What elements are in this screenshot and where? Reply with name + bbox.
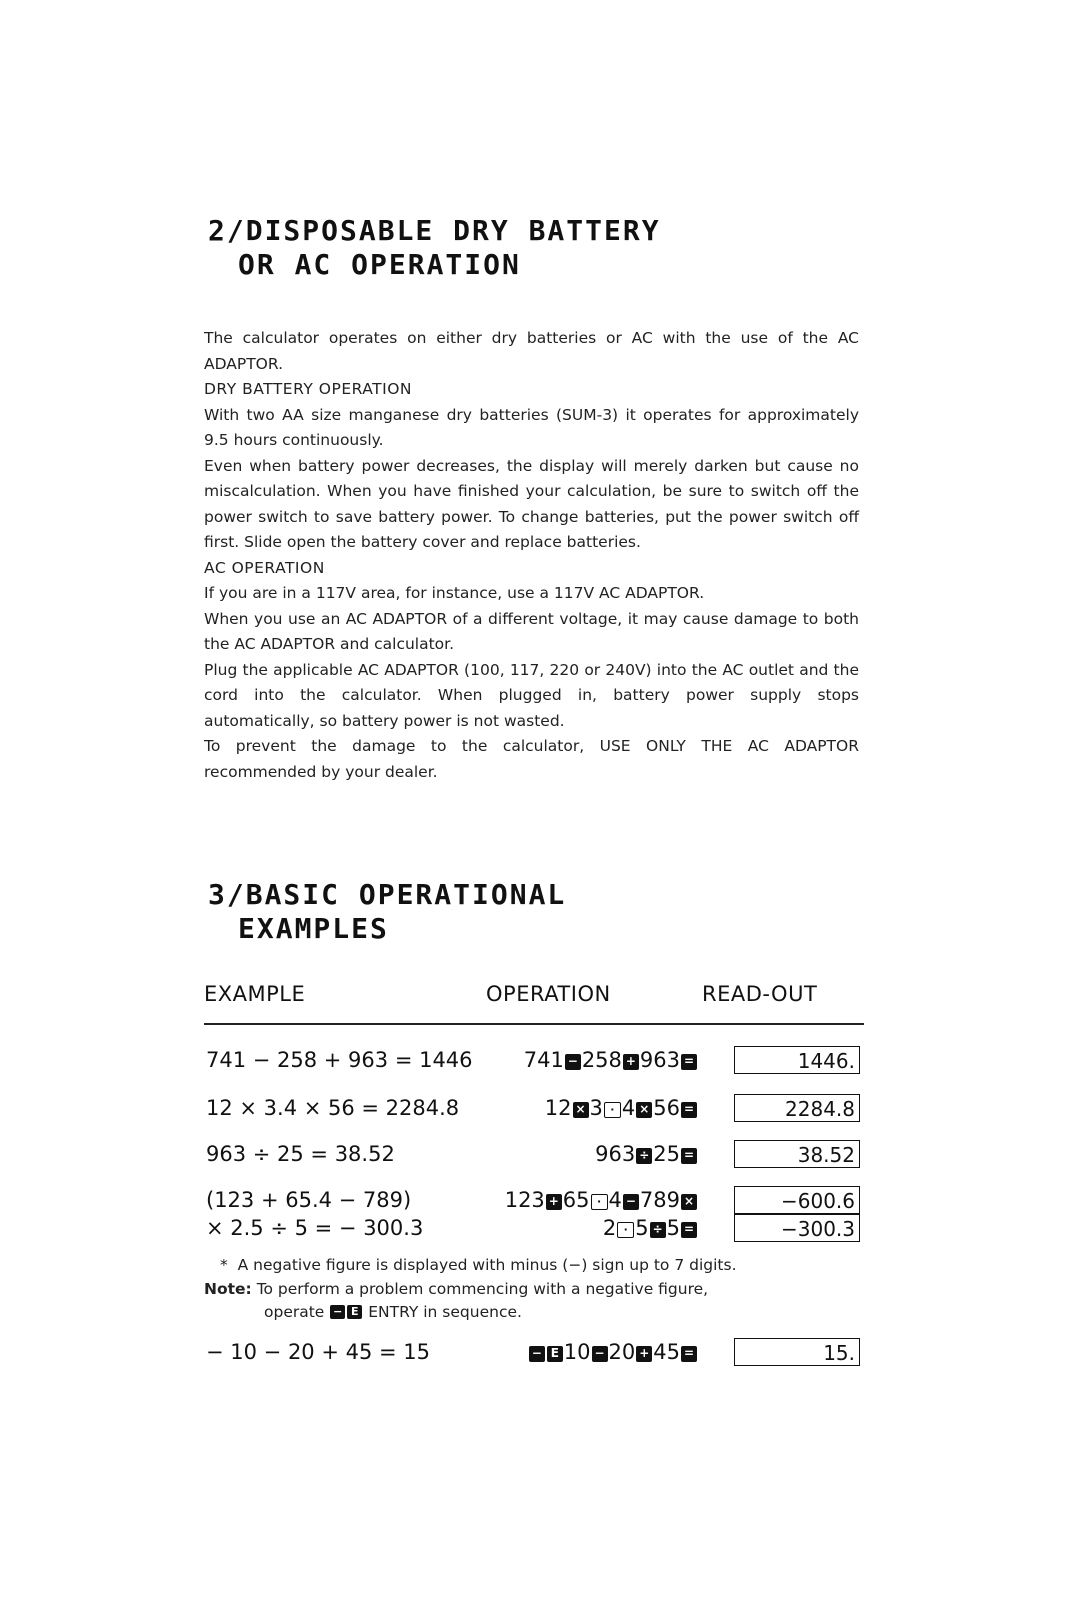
section-2-title-line2: OR AC OPERATION <box>238 248 521 281</box>
dry-battery-heading: DRY BATTERY OPERATION <box>204 380 412 398</box>
operation-4: 123 + 65 · 4 − 789 × <box>398 1188 698 1212</box>
equals-key-icon: = <box>681 1148 697 1164</box>
readout-1: 1446. <box>734 1046 860 1074</box>
intro-paragraph: The calculator operates on either dry batteries or AC with the use of the AC ADAPTOR. <box>204 329 859 373</box>
header-divider <box>204 1023 864 1025</box>
column-header-readout: READ-OUT <box>702 982 818 1006</box>
readout-2: 2284.8 <box>734 1094 860 1122</box>
readout-3: 38.52 <box>734 1140 860 1168</box>
operation-6: − E 10 − 20 + 45 = <box>398 1340 698 1364</box>
minus-key-icon: − <box>565 1054 581 1070</box>
operation-2: 12 × 3 · 4 × 56 = <box>398 1096 698 1120</box>
ac-paragraph-2: When you use an AC ADAPTOR of a different voltage, it may cause damage to both the AC ADAPTOR and calculator. <box>204 609 859 653</box>
minus-key-icon: − <box>623 1194 639 1210</box>
note-line-2: operate − E ENTRY in sequence. <box>264 1303 522 1321</box>
example-2: 12 × 3.4 × 56 = 2284.8 <box>206 1096 460 1120</box>
decimal-key-icon: · <box>591 1194 608 1210</box>
equals-key-icon: = <box>681 1222 697 1238</box>
readout-4: −600.6 <box>734 1186 860 1214</box>
divide-key-icon: ÷ <box>650 1222 666 1238</box>
ac-paragraph-1: If you are in a 117V area, for instance, use a 117V AC ADAPTOR. <box>204 584 705 602</box>
dry-battery-paragraph-2: Even when battery power decreases, the display will merely darken but cause no miscalculation. When you have finished your calculation, be sure to switch off the power switch to save battery power. To change batteries, put the power switch off first. Slide open the battery cover and replace batteries. <box>204 456 859 551</box>
minus-key-icon: − <box>592 1346 608 1362</box>
entry-key-icon: E <box>547 1346 563 1362</box>
column-header-operation: OPERATION <box>486 982 611 1006</box>
plus-key-icon: + <box>636 1346 652 1362</box>
plus-key-icon: + <box>623 1054 639 1070</box>
equals-key-icon: = <box>681 1102 697 1118</box>
multiply-key-icon: × <box>681 1194 697 1210</box>
decimal-key-icon: · <box>617 1222 634 1238</box>
section-2-title-line1: 2/DISPOSABLE DRY BATTERY <box>208 214 661 247</box>
ac-operation-heading: AC OPERATION <box>204 558 325 577</box>
example-3: 963 ÷ 25 = 38.52 <box>206 1142 395 1166</box>
footnote: * A negative figure is displayed with minus (−) sign up to 7 digits. <box>220 1256 737 1274</box>
multiply-key-icon: × <box>573 1102 589 1118</box>
operation-5: 2 · 5 ÷ 5 = <box>398 1216 698 1240</box>
example-5: × 2.5 ÷ 5 = − 300.3 <box>206 1216 424 1240</box>
minus-key-icon: − <box>330 1305 345 1319</box>
divide-key-icon: ÷ <box>636 1148 652 1164</box>
column-header-example: EXAMPLE <box>204 982 306 1006</box>
equals-key-icon: = <box>681 1054 697 1070</box>
operation-3: 963 ÷ 25 = <box>398 1142 698 1166</box>
readout-6: 15. <box>734 1338 860 1366</box>
section-3-title-line1: 3/BASIC OPERATIONAL <box>208 878 567 911</box>
plus-key-icon: + <box>546 1194 562 1210</box>
entry-key-icon: E <box>347 1305 362 1319</box>
operation-1: 741 − 258 + 963 = <box>398 1048 698 1072</box>
readout-5: −300.3 <box>734 1214 860 1242</box>
decimal-key-icon: · <box>604 1102 621 1118</box>
equals-key-icon: = <box>681 1346 697 1362</box>
note-line-1: Note: To perform a problem commencing with a negative figure, <box>204 1280 709 1298</box>
section-3-title-line2: EXAMPLES <box>238 912 389 945</box>
dry-battery-paragraph-1: With two AA size manganese dry batteries (SUM-3) it operates for approximately 9.5 hours continuously. <box>204 405 859 449</box>
example-1: 741 − 258 + 963 = 1446 <box>206 1048 473 1072</box>
example-6: − 10 − 20 + 45 = 15 <box>206 1340 430 1364</box>
example-4: (123 + 65.4 − 789) <box>206 1188 412 1212</box>
minus-key-icon: − <box>529 1346 545 1362</box>
section-2-body <box>204 326 859 785</box>
multiply-key-icon: × <box>636 1102 652 1118</box>
ac-paragraph-4: To prevent the damage to the calculator, USE ONLY THE AC ADAPTOR recommended by your dealer. <box>204 737 859 781</box>
ac-paragraph-3: Plug the applicable AC ADAPTOR (100, 117, 220 or 240V) into the AC outlet and the cord into the calculator. When plugged in, battery power supply stops automatically, so battery power is not wasted. <box>204 660 859 730</box>
